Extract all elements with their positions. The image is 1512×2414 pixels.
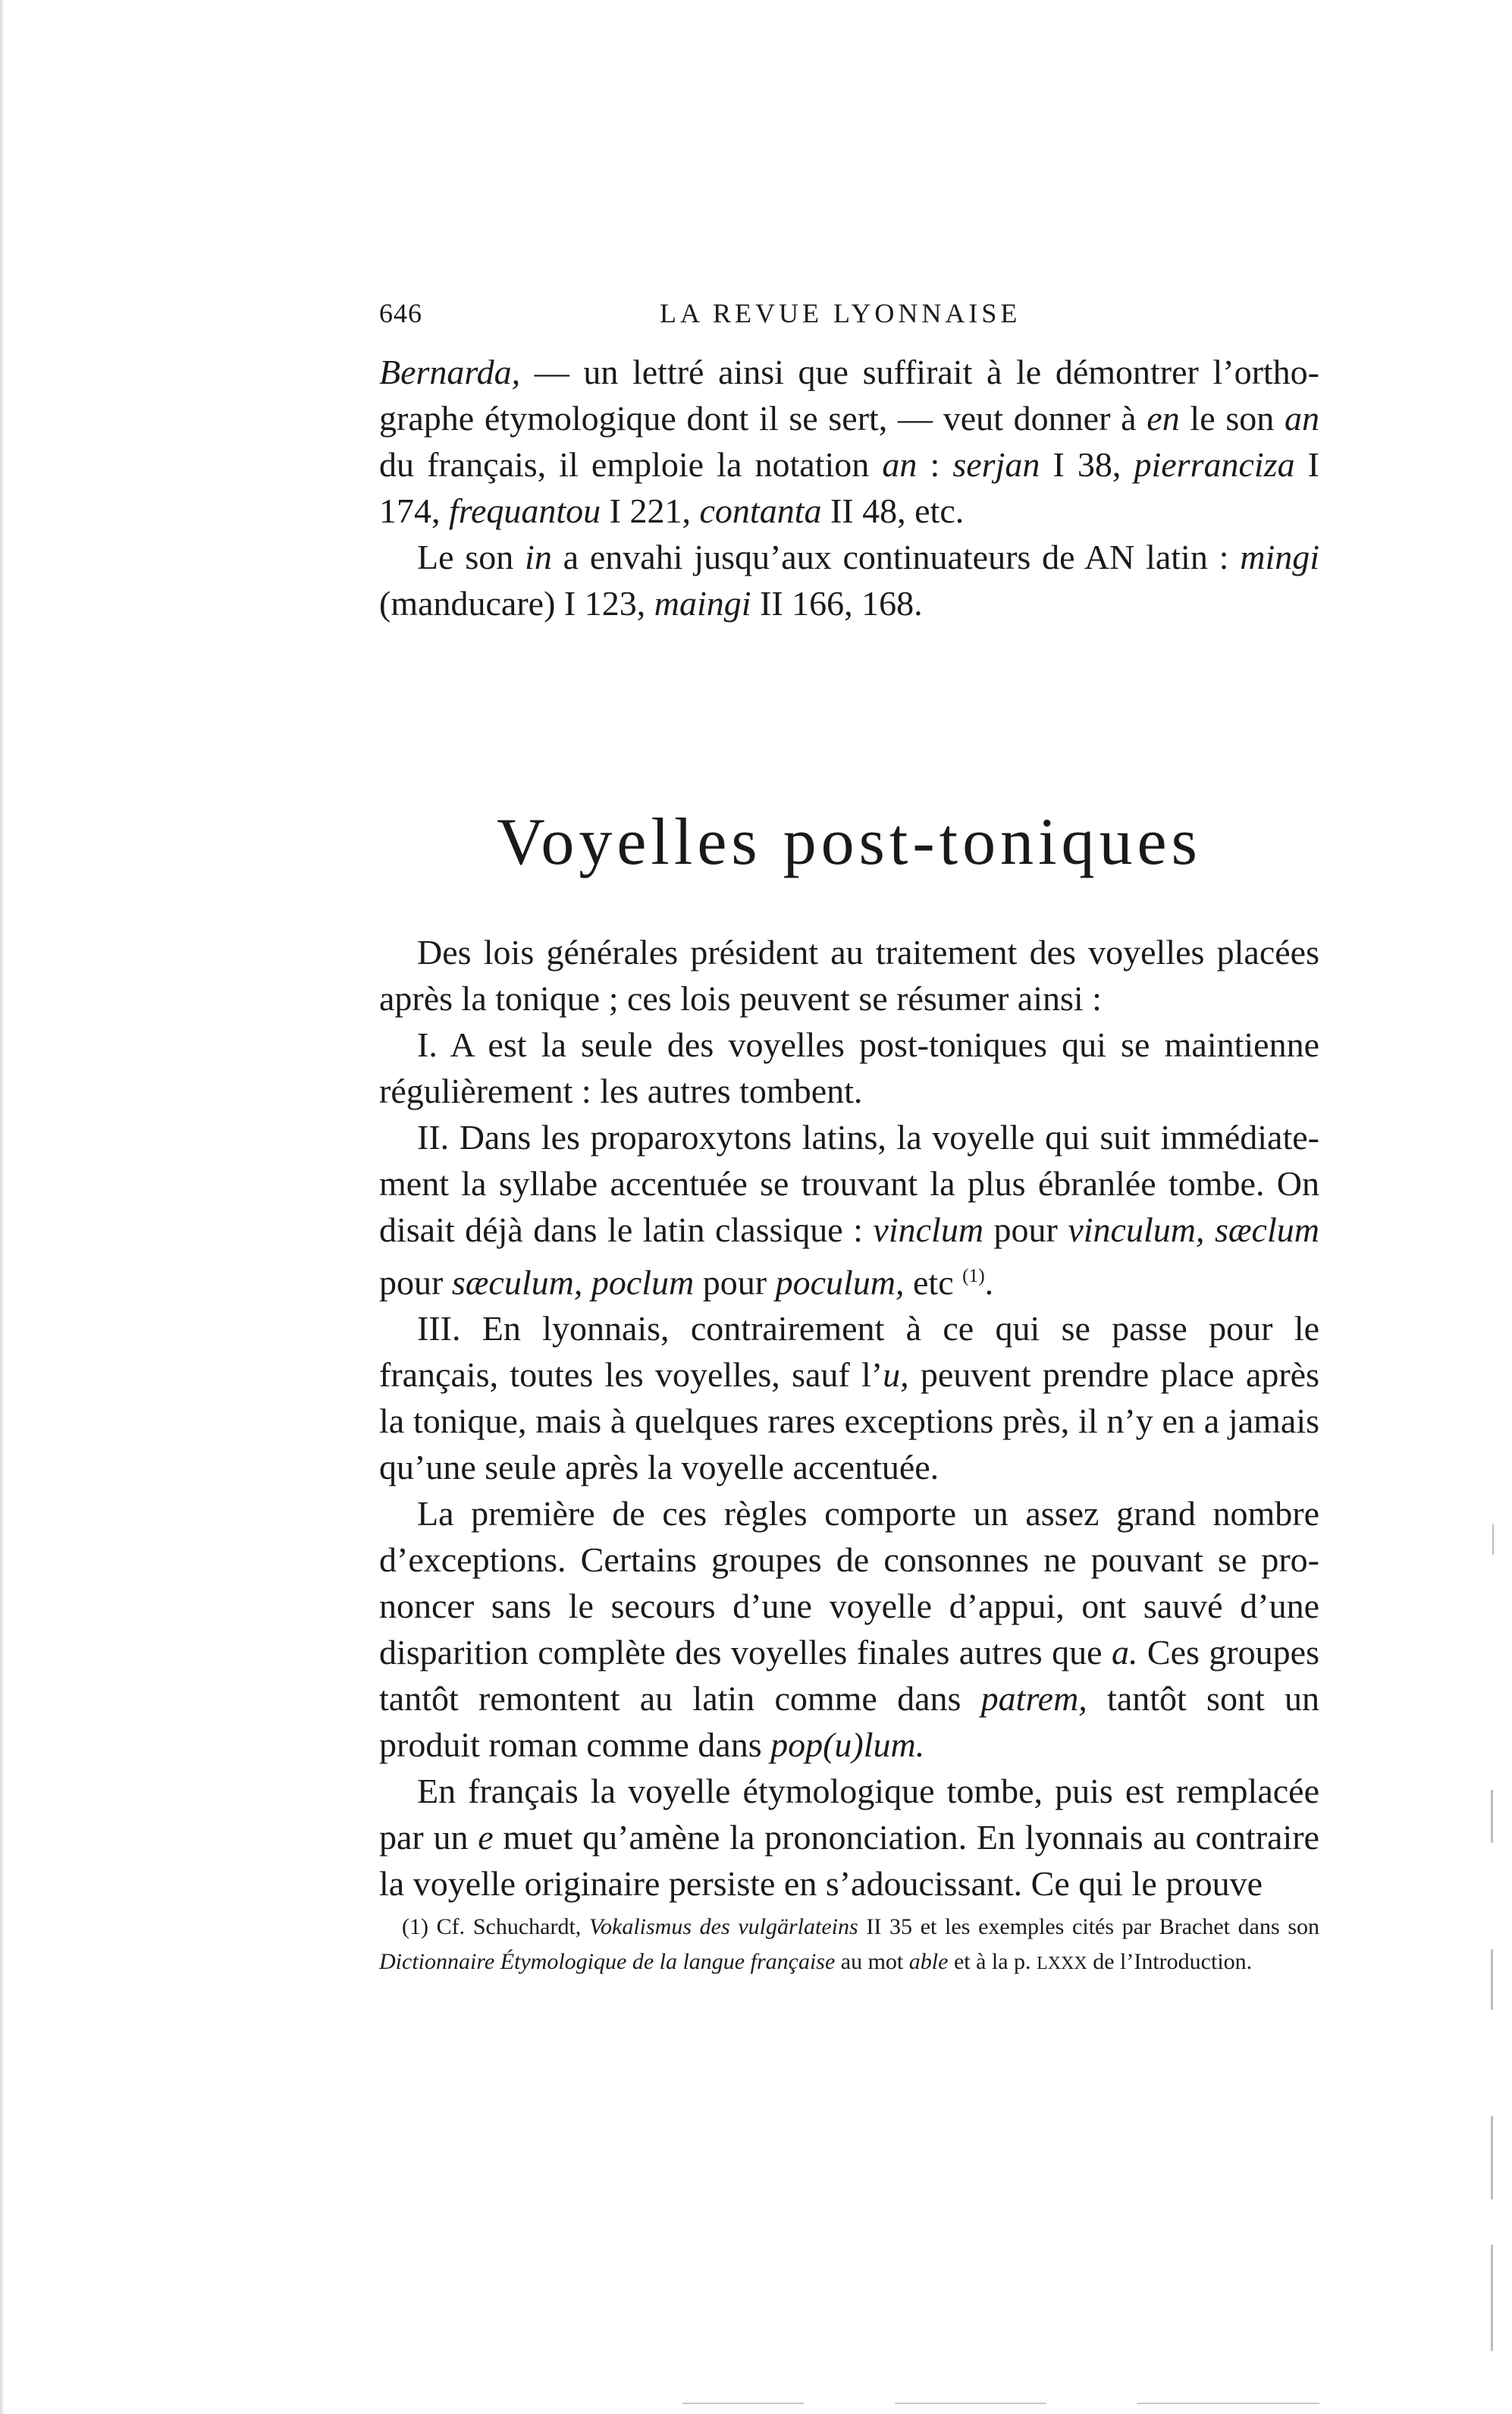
journal-title: LA REVUE LYONNAISE: [660, 298, 1021, 328]
text-run: I. A est la seule des voyelles post-toniques qui se maintienne régulièrement : les autres tombent.: [379, 1025, 1319, 1110]
italic-text: en: [1147, 399, 1180, 438]
text-run: En français la voyelle étymologique tombe, puis est remplacée par un: [379, 1772, 1319, 1857]
text-run: I 221,: [601, 491, 700, 530]
scan-artifact-mark: [1491, 2245, 1493, 2351]
italic-text: an: [882, 445, 918, 484]
text-run: II. Dans les proparoxytons latins, la voyelle qui suit immédiatement la syllabe accentuée se trouvant la plus ébranlée tombe. On disait déjà dans le latin classique :: [379, 1118, 1319, 1249]
paragraph: [379, 1114, 1319, 1305]
italic-text: vinculum, sæclum: [1068, 1210, 1319, 1249]
text-run: Des lois générales président au traitement des voyelles placées après la tonique ; ces lois peuvent se résumer ainsi :: [379, 933, 1319, 1018]
page-number: 646: [379, 298, 422, 328]
text-run: II 48, etc.: [821, 491, 965, 530]
running-head: [379, 297, 1327, 343]
scan-bottom-rule: [895, 2403, 1046, 2404]
text-run: du français, il emploie la notation: [379, 445, 883, 484]
italic-text: in: [525, 538, 552, 576]
text-run: III. En lyonnais, contrairement à ce qui se passe pour le français, toutes les voyelles, sauf l’: [379, 1309, 1319, 1395]
scan-artifact-mark: [1492, 1524, 1494, 1555]
paragraph: [379, 349, 1319, 534]
text-run: muet qu’amène la prononciation. En lyonnais au contraire la voyelle originaire persiste en s’adoucissant. Ce qui le prouve: [379, 1818, 1319, 1904]
paragraph: [379, 534, 1319, 626]
text-run: :: [917, 445, 953, 484]
paragraph: [379, 1305, 1319, 1490]
text-run: pour: [983, 1210, 1068, 1249]
text-run: .: [984, 1263, 994, 1302]
text-run: pour: [694, 1263, 776, 1302]
italic-text: mingi: [1240, 538, 1319, 576]
text-run: — un lettré ainsi que suffirait à le démontrer l’orthographe étymologique dont il se sert, — veut donner à: [379, 353, 1319, 438]
paragraph: [379, 1490, 1319, 1768]
text-run: Le son: [417, 538, 525, 576]
italic-text: pierranciza: [1134, 445, 1295, 484]
footnotes: [379, 1910, 1319, 1981]
text-run: a envahi jusqu’aux continuateurs de AN latin :: [551, 538, 1241, 576]
text-run: (1) Cf. Schuchardt,: [402, 1914, 589, 1939]
italic-text: u,: [883, 1355, 909, 1395]
opening-text-block: [379, 349, 1319, 626]
italic-text: an: [1284, 399, 1319, 438]
italic-text: Vokalismus des vulgärlateins: [589, 1914, 858, 1939]
italic-text: vinclum: [873, 1210, 984, 1249]
italic-text: able: [908, 1949, 949, 1974]
paragraph: [379, 1022, 1319, 1114]
footnote-reference: (1): [962, 1265, 985, 1286]
italic-text: Dictionnaire Étymologique de la langue française: [379, 1949, 836, 1974]
main-text-block: [379, 929, 1319, 1907]
scan-artifact-mark: [1491, 1790, 1493, 1843]
text-run: Ces groupes tantôt remontent au latin comme dans: [379, 1633, 1319, 1719]
italic-text: sæculum, poclum: [451, 1263, 695, 1302]
italic-text: patrem,: [980, 1679, 1087, 1719]
text-run: et à la p.: [948, 1949, 1037, 1974]
text-run: II 166, 168.: [751, 584, 923, 623]
text-run: peuvent prendre place après la tonique, mais à quelques rares exceptions près, il n’y en a jamais qu’une seule après la voyelle accentuée.: [379, 1355, 1320, 1487]
text-run: La première de ces règles comporte un assez grand nombre d’exceptions. Certains groupes de consonnes ne pouvant se prononcer sans le secours d’une voyelle d’appui, ont sauvé d’une disparition complète des voyelles finales autres que: [379, 1494, 1319, 1672]
italic-text: Bernarda,: [379, 353, 521, 391]
text-run: le son: [1179, 399, 1285, 438]
text-run: I 38,: [1040, 445, 1134, 484]
small-caps-text: LXXX: [1037, 1954, 1087, 1973]
scan-bottom-rule: [1137, 2403, 1319, 2404]
text-run: pour: [379, 1263, 452, 1302]
text-run: etc: [904, 1263, 963, 1302]
italic-text: maingi: [654, 584, 751, 623]
footnote: [379, 1910, 1319, 1981]
scan-left-edge: [0, 0, 5, 2414]
italic-text: poculum,: [775, 1263, 905, 1302]
scan-artifact-mark: [1491, 1949, 1493, 2010]
paragraph: [379, 1768, 1319, 1907]
italic-text: e: [478, 1818, 494, 1857]
section-title: Voyelles post-toniques: [497, 805, 1202, 879]
paragraph: [379, 929, 1319, 1022]
italic-text: contanta: [699, 491, 822, 530]
text-run: de l’Introduction.: [1087, 1949, 1253, 1974]
text-run: au mot: [835, 1949, 909, 1974]
italic-text: frequantou: [449, 491, 601, 530]
text-run: tantôt sont un produit roman comme dans: [379, 1679, 1319, 1765]
text-run: II 35 et les exemples cités par Brachet dans son: [858, 1914, 1320, 1939]
italic-text: pop(u)lum.: [770, 1725, 925, 1765]
italic-text: serjan: [952, 445, 1040, 484]
text-run: I 174,: [379, 445, 1319, 530]
scan-bottom-rule: [682, 2403, 804, 2404]
scan-artifact-mark: [1491, 2116, 1493, 2199]
italic-text: a.: [1111, 1633, 1138, 1672]
text-run: (manducare) I 123,: [379, 584, 654, 623]
